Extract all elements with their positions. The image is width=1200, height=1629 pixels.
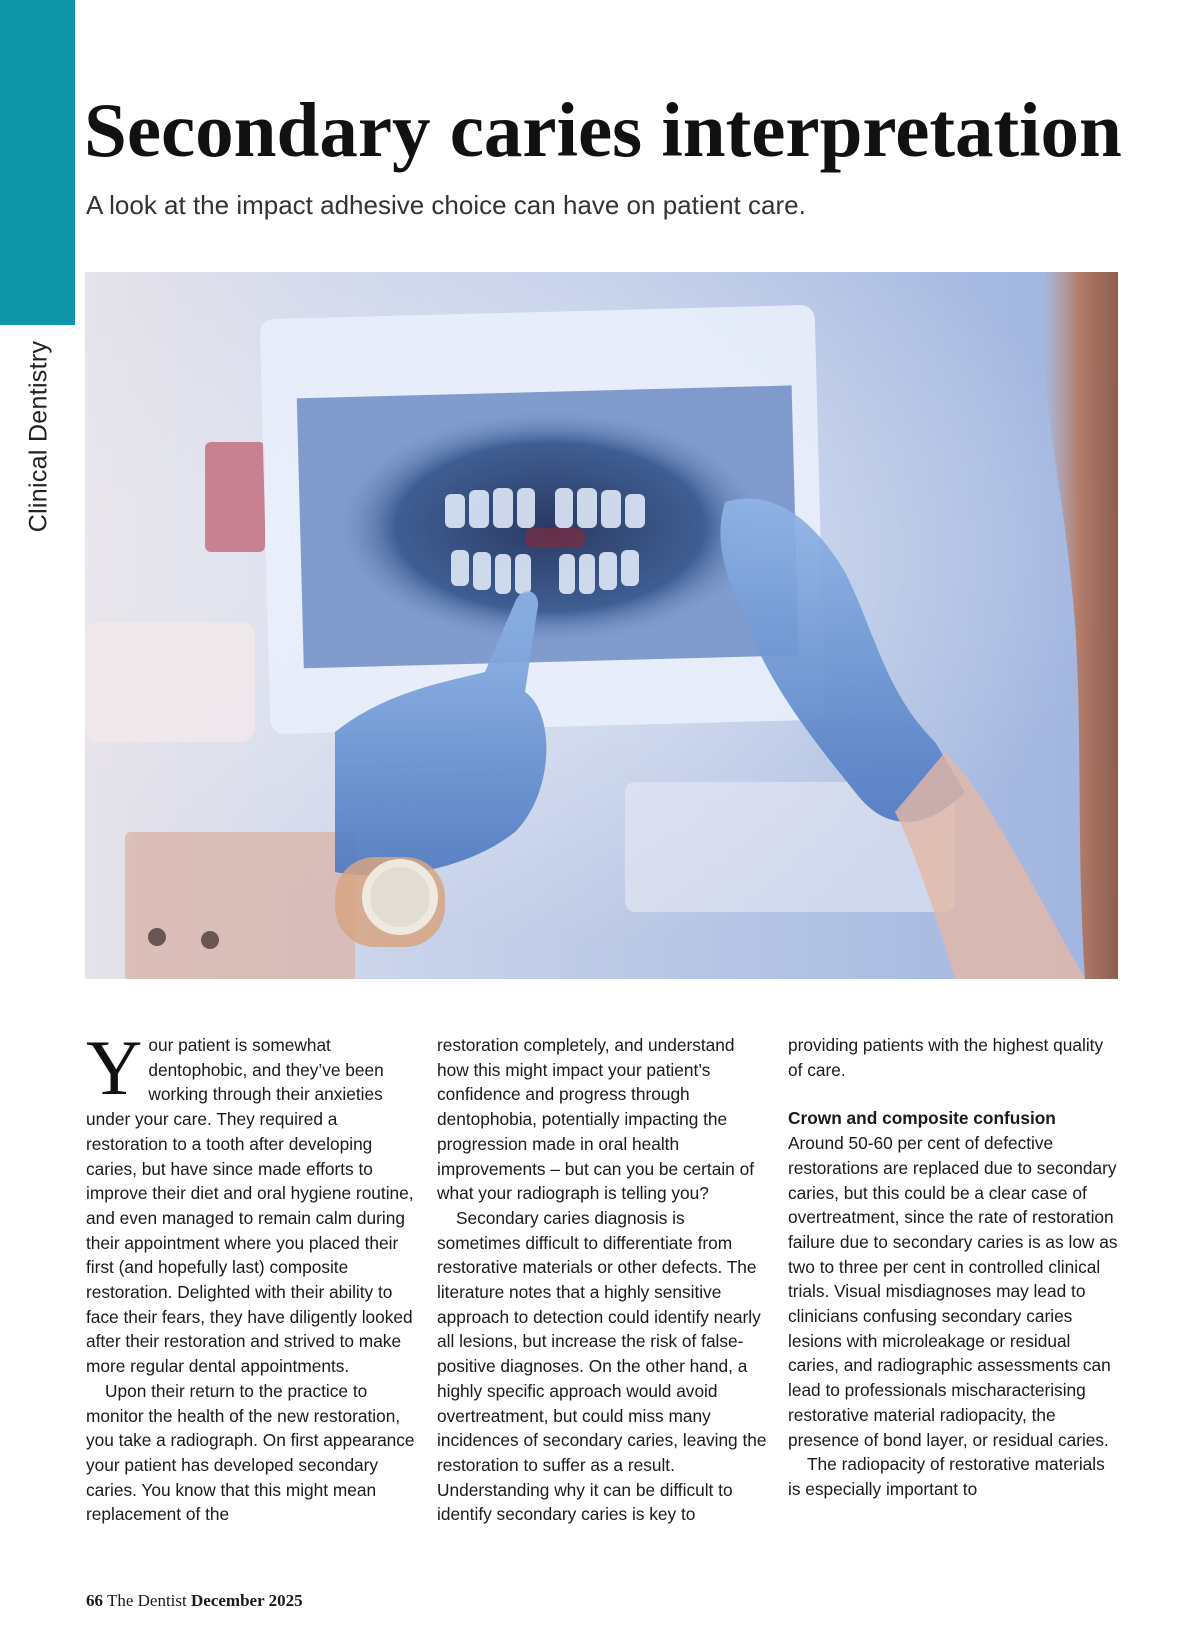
paragraph: restoration completely, and understand how this might impact your patient’s confidence and progress through dentophobia, potentially impacting the progression made in oral health improvements – but can you be certain of what your radiograph is telling you? [437, 1035, 754, 1204]
article-subtitle: A look at the impact adhesive choice can have on patient care. [86, 190, 806, 220]
page-number: 66 [86, 1591, 103, 1610]
paragraph-intro [86, 1024, 418, 1379]
text-column-2 [437, 1033, 769, 1527]
hero-photo [85, 272, 1118, 979]
publication-name: The Dentist [106, 1591, 187, 1610]
accent-side-bar [0, 0, 75, 325]
paragraph: Upon their return to the practice to monitor the health of the new restoration, you take a radiograph. On first appearance your patient has developed secondary caries. You know that this might mean replacement of the [86, 1380, 415, 1525]
paragraph: The radiopacity of restorative materials is especially important to [788, 1454, 1105, 1499]
paragraph: providing patients with the highest quality of care. [788, 1035, 1104, 1080]
drop-cap: Y [86, 1024, 143, 1111]
paragraph-intro-text: our patient is somewhat dentophobic, and they’ve been working through their anxieties under your care. They required a restoration to a tooth after developing caries, but have since made efforts to improve their diet and oral hygiene routine, and even managed to remain calm during their appointment where you placed their first (and hopefully last) composite restoration. Delighted with their ability to face their fears, they have diligently looked after their restoration and strived to make more regular dental appointments. [86, 1035, 414, 1377]
text-column-1 [86, 1024, 418, 1527]
dental-xray-photo-icon [85, 272, 1118, 979]
paragraph: Secondary caries diagnosis is sometimes difficult to differentiate from restorative materials or other defects. The literature notes that a highly sensitive approach to detection could identify nearly all lesions, but increase the risk of false-positive diagnoses. On the other hand, a highly specific approach would avoid overtreatment, but could miss many incidences of secondary caries, leaving the restoration to suffer as a result. Understanding why it can be difficult to identify secondary caries is key to [437, 1207, 767, 1525]
section-heading: Crown and composite confusion [788, 1108, 1056, 1129]
section-label [22, 341, 56, 531]
text-column-3 [788, 1033, 1120, 1502]
article-title: Secondary caries interpretation [84, 87, 1122, 173]
issue-date: December 2025 [191, 1591, 303, 1610]
page-footer [86, 1590, 303, 1612]
section-label-text: Clinical Dentistry [24, 340, 53, 532]
paragraph: Around 50-60 per cent of defective restorations are replaced due to secondary caries, but this could be a clear case of overtreatment, since the rate of restoration failure due to secondary caries is as low as two to three per cent in controlled clinical trials. Visual misdiagnoses may lead to clinicians confusing secondary caries lesions with microleakage or residual caries, and radiographic assessments can lead to professionals mischaracterising restorative material radiopacity, the presence of bond layer, or residual caries. [788, 1133, 1118, 1450]
